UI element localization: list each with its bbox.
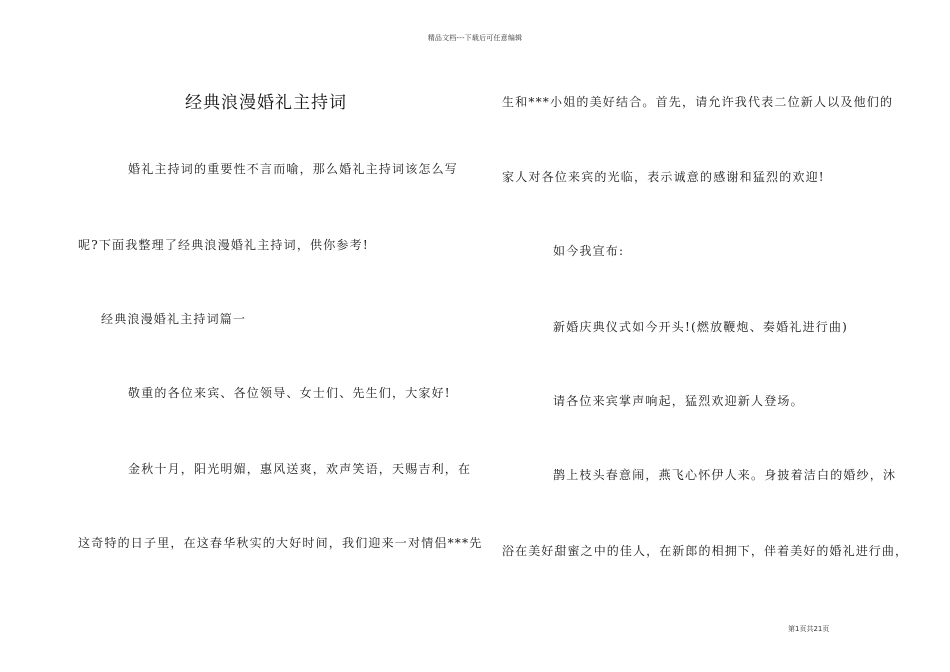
page-number: 第1页共21页 [788, 625, 830, 633]
section-heading: 经典浪漫婚礼主持词篇一 [101, 312, 247, 326]
paragraph: 婚礼主持词的重要性不言而喻，那么婚礼主持词该怎么写 [128, 162, 459, 176]
paragraph: 生和***小姐的美好结合。首先，请允许我代表二位新人以及他们的 [502, 95, 894, 109]
paragraph: 这奇特的日子里，在这春华秋实的大好时间，我们迎来一对情侣***先 [78, 536, 483, 550]
document-title: 经典浪漫婚礼主持词 [185, 93, 347, 113]
paragraph: 金秋十月，阳光明媚，惠风送爽，欢声笑语，天赐吉利，在 [128, 462, 472, 476]
paragraph: 呢?下面我整理了经典浪漫婚礼主持词，供你参考! [78, 238, 369, 252]
paragraph: 请各位来宾掌声响起，猛烈欢迎新人登场。 [553, 394, 804, 408]
page-header-note: 精品文档---下载后可任意编辑 [427, 34, 523, 42]
paragraph: 浴在美好甜蜜之中的佳人，在新郎的相拥下，伴着美好的婚礼进行曲， [502, 544, 909, 558]
paragraph: 新婚庆典仪式如今开头!(燃放鞭炮、奏婚礼进行曲) [553, 320, 848, 334]
paragraph: 鹊上枝头春意闹，燕飞心怀伊人来。身披着洁白的婚纱，沐 [553, 468, 897, 482]
paragraph: 敬重的各位来宾、各位领导、女士们、先生们，大家好! [128, 386, 451, 400]
paragraph: 如今我宣布: [553, 244, 625, 258]
paragraph: 家人对各位来宾的光临，表示诚意的感谢和猛烈的欢迎! [502, 170, 825, 184]
